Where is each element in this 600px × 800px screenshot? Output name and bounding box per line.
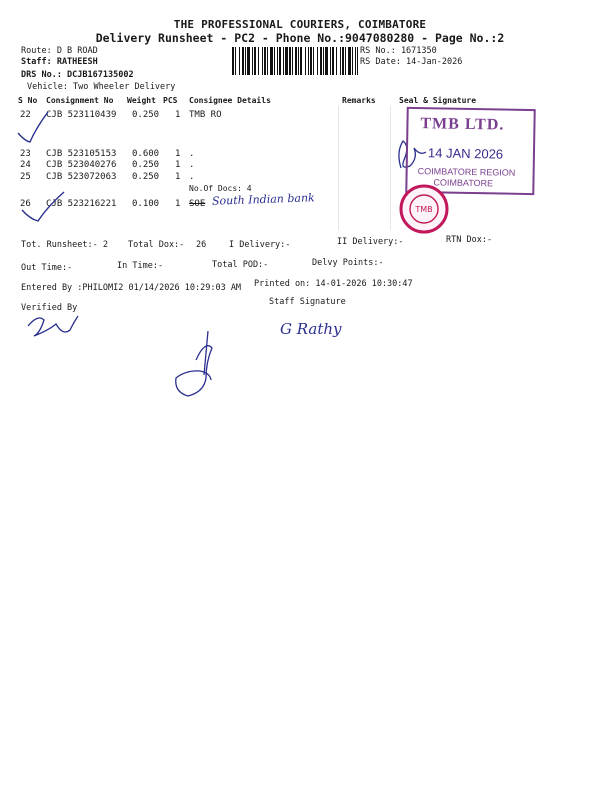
stamp-region-line2: COIMBATORE (433, 177, 494, 189)
row-consignee: . (189, 149, 195, 159)
route-label: Route: D B ROAD (21, 46, 98, 56)
row-consignment: CJB 523040276 (46, 160, 117, 170)
total-pod: Total POD:- (212, 260, 269, 270)
staff-label: Staff: RATHEESH (21, 57, 98, 67)
entered-by: Entered By :PHILOMI2 01/14/2026 10:29:03 AM (21, 283, 242, 293)
col-header-pcs: PCS (163, 96, 178, 105)
round-seal-icon (398, 183, 450, 235)
row-consignment: CJB 523105153 (46, 149, 117, 159)
verified-by-label: Verified By (21, 303, 78, 313)
tick-mark-icon (22, 192, 64, 221)
row-weight: 0.250 (132, 160, 160, 170)
stamp-company: TMB LTD. (420, 115, 505, 134)
total-dox-label: Total Dox:- (128, 240, 185, 250)
row-weight: 0.600 (132, 149, 160, 159)
row-consignment: CJB 523110439 (46, 110, 117, 120)
row-sno: 26 (20, 199, 31, 209)
row-pcs: 1 (175, 149, 181, 159)
delvy-points: Delvy Points:- (312, 258, 384, 268)
row-sno: 25 (20, 172, 31, 182)
row-pcs: 1 (175, 110, 181, 120)
total-dox-value: 26 (196, 240, 207, 250)
out-time: Out Time:- (21, 263, 73, 273)
stamp-region-line1: COIMBATORE REGION (417, 166, 516, 178)
company-title: THE PROFESSIONAL COURIERS, COIMBATORE (173, 18, 427, 31)
row-pcs: 1 (175, 172, 181, 182)
rtn-dox: RTN Dox:- (446, 235, 493, 245)
col-header-consignee: Consignee Details (189, 96, 271, 105)
ii-delivery: II Delivery:- (337, 237, 404, 247)
staff-handwritten-signature: G Rathy (280, 320, 342, 338)
col-header-consignment: Consignment No (46, 96, 114, 105)
row-sno: 23 (20, 149, 31, 159)
row-pcs: 1 (175, 160, 181, 170)
row-weight: 0.100 (132, 199, 160, 209)
row-consignee: . (189, 172, 195, 182)
tick-mark-icon (18, 112, 48, 142)
row-sno: 24 (20, 160, 31, 170)
row-pcs: 1 (175, 199, 181, 209)
col-header-sno: S No (18, 96, 38, 105)
tot-runsheet: Tot. Runsheet:- 2 (21, 240, 108, 250)
stamp-date: 14 JAN 2026 (427, 145, 504, 162)
row-weight: 0.250 (132, 110, 160, 120)
row-consignee: SOE (189, 199, 206, 209)
rs-date: RS Date: 14-Jan-2026 (360, 57, 463, 67)
seal-text: TMB (415, 205, 433, 214)
no-of-docs: No.Of Docs: 4 (189, 184, 252, 193)
row-consignee: TMB RO (189, 110, 222, 120)
verified-signature (28, 316, 78, 336)
col-header-remarks: Remarks (342, 96, 376, 105)
col-header-seal: Seal & Signature (399, 96, 477, 105)
row-weight: 0.250 (132, 172, 160, 182)
staff-large-signature (176, 331, 212, 396)
rs-number: RS No.: 1671350 (360, 46, 437, 56)
vehicle-label: Vehicle: Two Wheeler Delivery (27, 82, 176, 92)
printed-on: Printed on: 14-01-2026 10:30:47 (254, 279, 413, 289)
row-consignment: CJB 523216221 (46, 199, 117, 209)
col-header-weight: Weight (127, 96, 156, 105)
runsheet-subtitle: Delivery Runsheet - PC2 - Phone No.:9047080280 - Page No.:2 (95, 31, 505, 45)
i-delivery: I Delivery:- (229, 240, 291, 250)
office-stamp (405, 107, 535, 195)
in-time: In Time:- (117, 261, 164, 271)
staff-signature-label: Staff Signature (269, 297, 346, 307)
handwritten-consignee-note: South Indian bank (211, 191, 315, 208)
row-sno: 22 (20, 110, 31, 120)
drs-number: DRS No.: DCJB167135002 (21, 70, 134, 80)
row-consignee: . (189, 160, 195, 170)
row-consignment: CJB 523072063 (46, 172, 117, 182)
